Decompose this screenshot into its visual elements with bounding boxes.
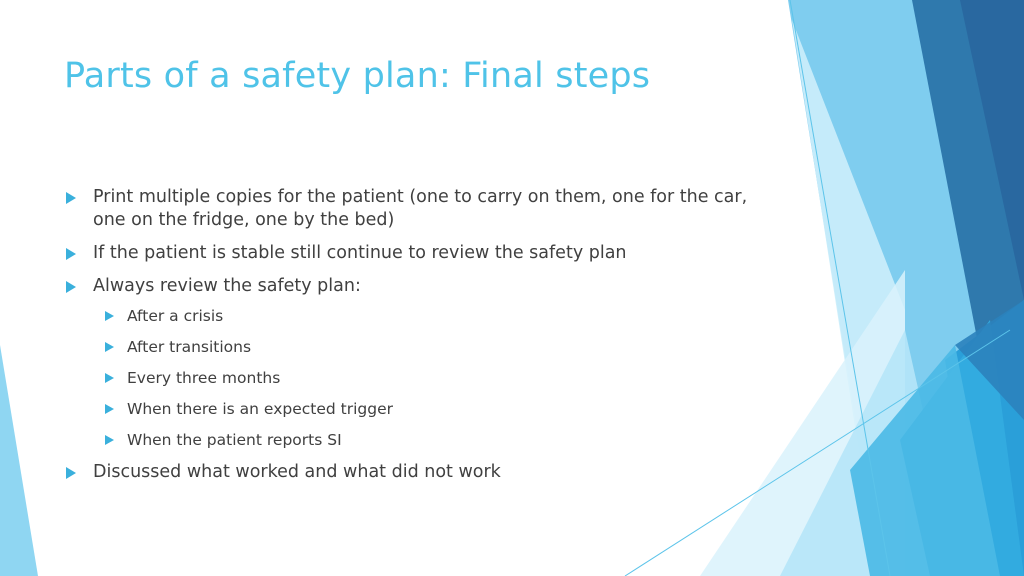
sub-bullet-arrow-icon: [105, 435, 114, 445]
sub-bullet-item: [103, 399, 764, 419]
bullet-item: [64, 242, 764, 265]
bullet-text: If the patient is stable still continue to review the safety plan: [93, 243, 627, 263]
sub-bullet-list: [93, 306, 764, 450]
sub-bullet-arrow-icon: [105, 404, 114, 414]
bullet-arrow-icon: [66, 281, 76, 293]
sub-bullet-arrow-icon: [105, 373, 114, 383]
sub-bullet-item: [103, 430, 764, 450]
bullet-arrow-icon: [66, 467, 76, 479]
bullet-item: [64, 186, 764, 232]
sub-bullet-text: When there is an expected trigger: [127, 400, 393, 418]
sub-bullet-text: After transitions: [127, 338, 252, 356]
bullet-text: Always review the safety plan:: [93, 276, 361, 296]
sub-bullet-text: Every three months: [127, 369, 281, 387]
sub-bullet-arrow-icon: [105, 342, 114, 352]
bullet-item: [64, 461, 764, 484]
sub-bullet-arrow-icon: [105, 311, 114, 321]
bullet-item: [64, 275, 764, 450]
sub-bullet-item: [103, 368, 764, 388]
bullet-text: Print multiple copies for the patient (one to carry on them, one for the car, one on the fridge, one by the bed): [93, 187, 748, 230]
bullet-arrow-icon: [66, 192, 76, 204]
bullet-list: [64, 186, 764, 494]
sub-bullet-item: [103, 306, 764, 326]
slide-title: Parts of a safety plan: Final steps: [64, 56, 651, 96]
bullet-arrow-icon: [66, 248, 76, 260]
sub-bullet-text: When the patient reports SI: [127, 431, 342, 449]
bullet-text: Discussed what worked and what did not work: [93, 462, 501, 482]
sub-bullet-text: After a crisis: [127, 307, 224, 325]
sub-bullet-item: [103, 337, 764, 357]
left-edge-shape: [0, 345, 38, 576]
